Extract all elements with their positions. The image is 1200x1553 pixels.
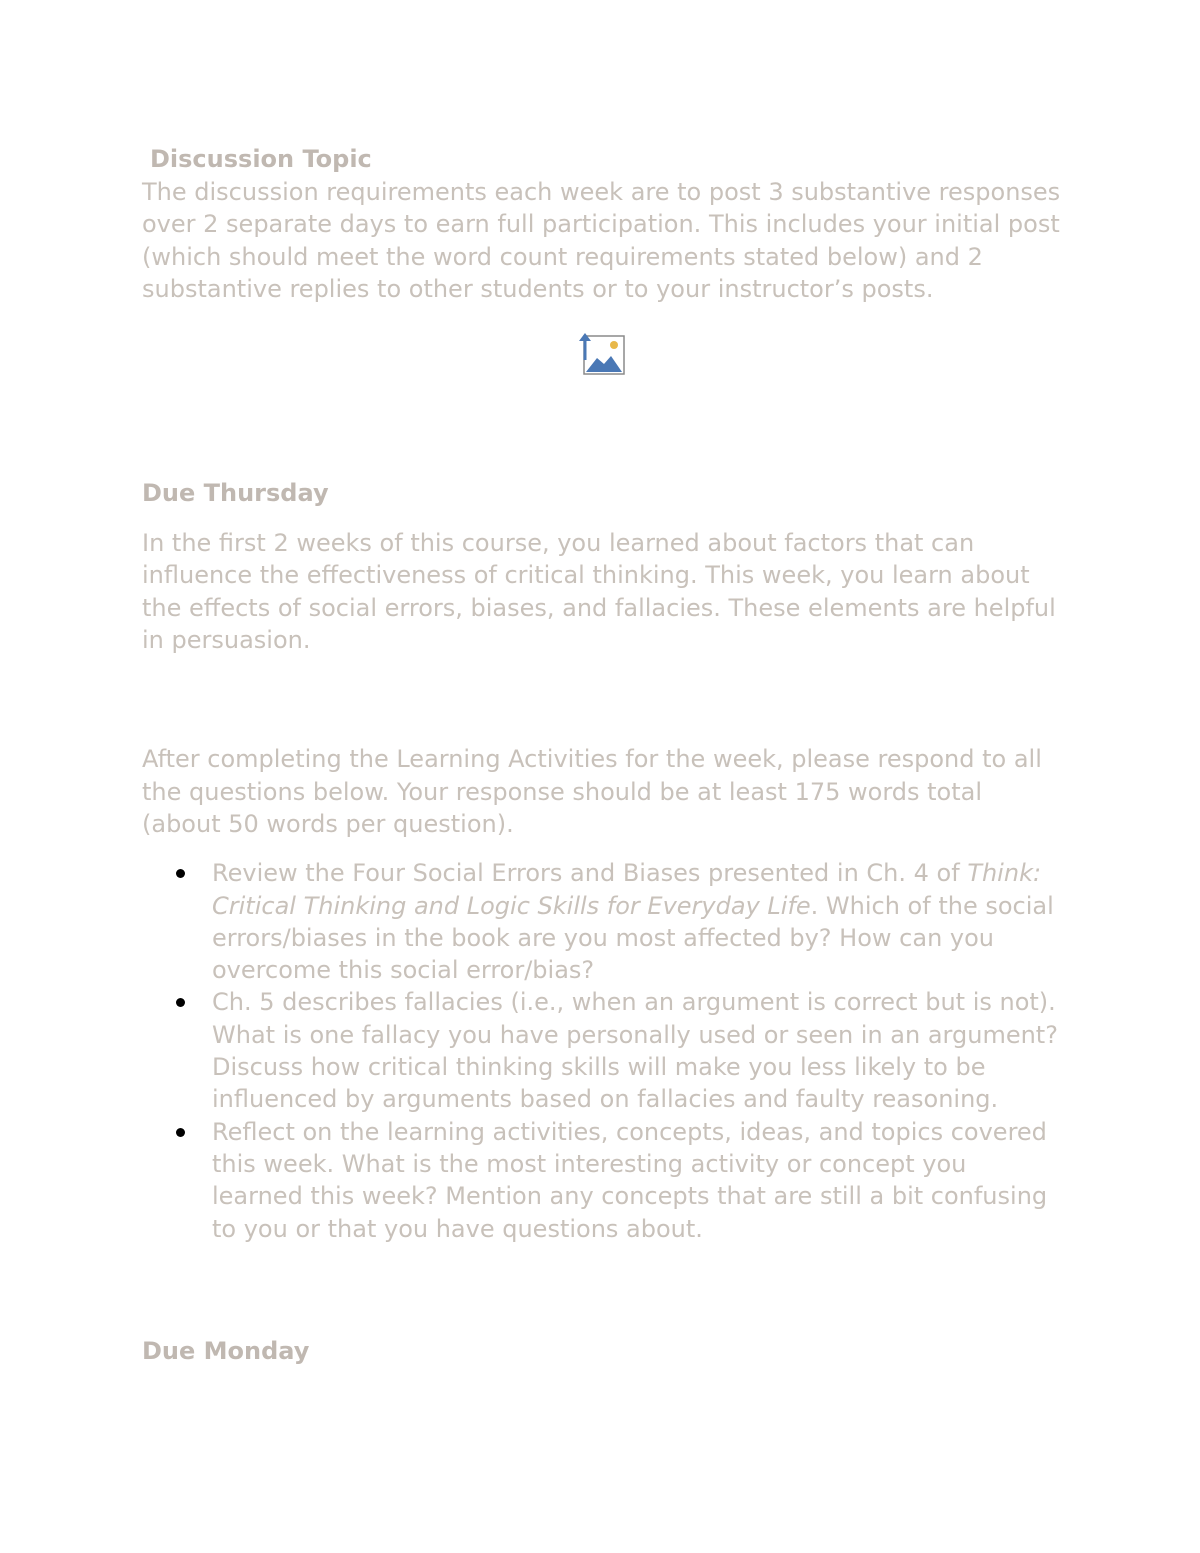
requirements-paragraph: The discussion requirements each week are to post 3 substantive responses over 2 separate days to earn full participation. This includes your initial post (which should meet the word count requirements stated below) and 2 substantive replies to other students or to your instructor’s posts. — [142, 178, 1061, 303]
intro-paragraph: In the first 2 weeks of this course, you learned about factors that can influence the effectiveness of critical thinking. This week, you learn about the effects of social errors, biases, and fallacies. These elements are helpful in persuasion. — [142, 529, 1056, 655]
image-placeholder — [142, 330, 1062, 378]
bullet-icon — [176, 1128, 185, 1137]
due-thursday-heading: Due Thursday — [142, 479, 329, 508]
question-1-text-end: . Which of the social errors/biases in the book are you most affected by? How can you overcome this social error/bias? — [212, 891, 1054, 985]
question-2-text: Ch. 5 describes fallacies (i.e., when an argument is correct but is not). What is one fallacy you have personally used or seen in an argument? Discuss how critical thinking skills will make you less likely to be influenced by arguments based on fallacies and faulty reasoning. — [212, 988, 1058, 1114]
question-1-text-start: Review the Four Social Errors and Biases presented in Ch. 4 of — [212, 859, 968, 888]
image-placeholder-icon — [577, 330, 627, 376]
question-list — [142, 857, 1062, 1245]
document-title: Discussion Topic — [150, 145, 372, 173]
question-3-text: Reflect on the learning activities, concepts, ideas, and topics covered this week. What is the most interesting activity or concept you learned this week? Mention any concepts that are still a bit confusing to you or that you have questions about. — [212, 1117, 1048, 1243]
question-item-2 — [142, 986, 1062, 1115]
bullet-icon — [176, 869, 185, 878]
due-monday-heading: Due Monday — [142, 1336, 310, 1365]
document-page — [142, 142, 1062, 1367]
book-title: Think: Critical Thinking and Logic Skills for Everyday Life — [212, 859, 1042, 920]
bullet-icon — [176, 998, 185, 1007]
question-item-3 — [142, 1116, 1062, 1245]
instructions-paragraph: After completing the Learning Activities for the week, please respond to all the questions below. Your response should be at least 175 words total (about 50 words per question). — [142, 745, 1042, 838]
question-item-1 — [142, 857, 1062, 986]
